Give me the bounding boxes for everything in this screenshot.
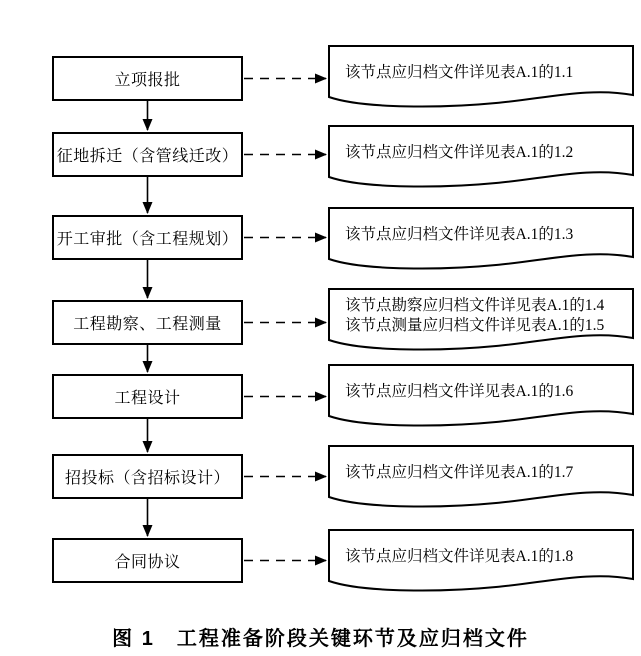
flow-step-label: 立项报批 (114, 72, 181, 89)
flow-step-label: 工程勘察、工程测量 (73, 316, 222, 333)
figure-caption: 图 1 工程准备阶段关键环节及应归档文件 (112, 628, 529, 650)
flow-step-label: 开工审批（含工程规划） (56, 231, 239, 248)
archive-note-line: 该节点应归档文件详见表A.1的1.1 (345, 64, 574, 81)
flow-step-label: 招投标（含招标设计） (64, 470, 230, 487)
archive-note-text (345, 366, 632, 418)
archive-note-line: 该节点勘察应归档文件详见表A.1的1.4 (345, 297, 605, 314)
flow-step-box-contract-agreement (52, 538, 243, 583)
archive-note-line: 该节点测量应归档文件详见表A.1的1.5 (345, 317, 605, 334)
archive-note-text (345, 47, 632, 99)
archive-note-line: 该节点应归档文件详见表A.1的1.3 (345, 226, 574, 243)
flow-step-box-survey-measurement (52, 300, 243, 345)
archive-note-line: 该节点应归档文件详见表A.1的1.6 (345, 383, 574, 400)
flow-step-box-engineering-design (52, 374, 243, 419)
archive-note-line: 该节点应归档文件详见表A.1的1.7 (345, 464, 574, 481)
archive-note-text (345, 531, 632, 583)
archive-note-doc-3 (328, 207, 634, 275)
archive-note-doc-6 (328, 445, 634, 513)
flow-step-box-bidding (52, 454, 243, 499)
archive-note-doc-4 (328, 288, 634, 356)
archive-note-line: 该节点应归档文件详见表A.1的1.2 (345, 144, 574, 161)
flow-step-box-construction-approval (52, 215, 243, 260)
archive-note-doc-2 (328, 125, 634, 193)
archive-note-doc-7 (328, 529, 634, 597)
archive-note-doc-5 (328, 364, 634, 432)
archive-note-text (345, 209, 632, 261)
archive-note-doc-1 (328, 45, 634, 113)
flow-step-label: 征地拆迁（含管线迁改） (56, 148, 239, 165)
flow-step-label: 合同协议 (114, 554, 181, 571)
flow-step-box-land-acquisition (52, 132, 243, 177)
archive-note-text (345, 447, 632, 499)
flow-step-label: 工程设计 (114, 390, 181, 407)
archive-note-line: 该节点应归档文件详见表A.1的1.8 (345, 548, 574, 565)
archive-note-text (345, 290, 632, 342)
archive-note-text (345, 127, 632, 179)
flow-step-box-project-approval (52, 56, 243, 101)
